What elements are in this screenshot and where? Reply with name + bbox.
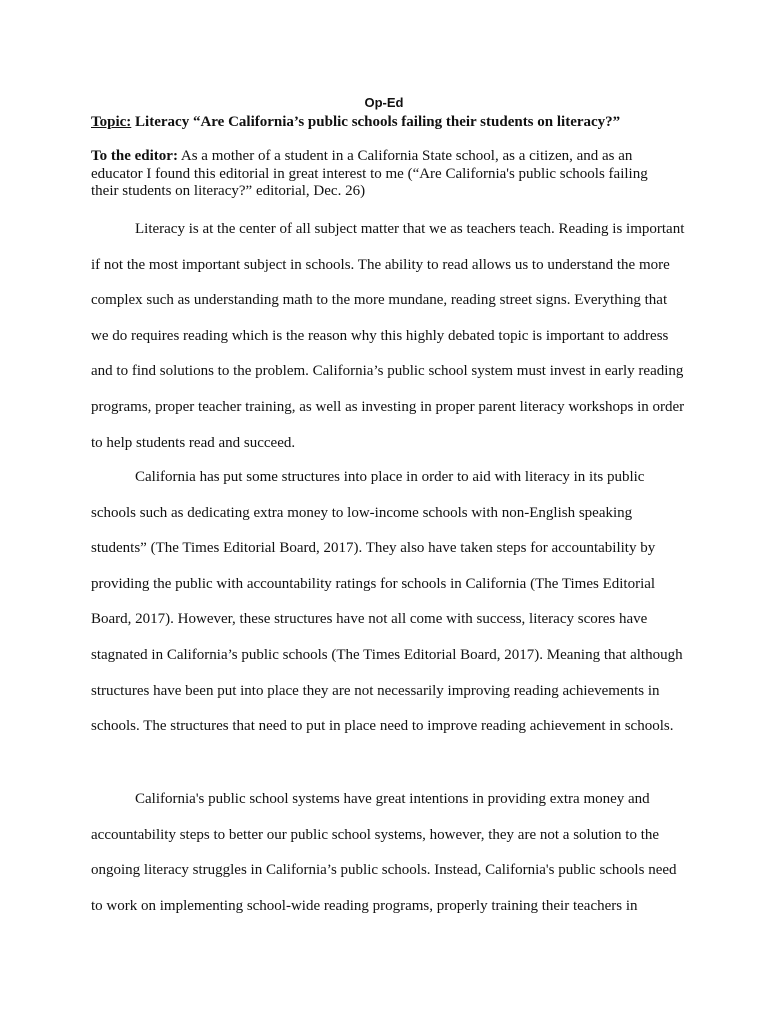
body-paragraph-2: California has put some structures into place in order to aid with literacy in its public schools such as dedicating extra money to low-income schools with non-English speaking students” (The Times Editorial Board, 2017). They also have taken steps for accountability by providing the public with accountability ratings for schools in California (The Times Editorial Board, 2017). However, these structures have not all come with success, literacy scores have stagnated in California’s public schools (The Times Editorial Board, 2017). Meaning that although structures have been put into place they are not necessarily improving reading achievements in schools. The structures that need to put in place need to improve reading achievement in schools. (91, 469, 683, 735)
topic-line (91, 113, 691, 131)
letter-intro-text: As a mother of a student in a California State school, as a citizen, and as an educator I found this editorial in great interest to me (“Are California's public schools failing their students on literacy?” editorial, Dec. 26) (91, 148, 648, 199)
document-heading: Op-Ed (364, 95, 404, 110)
body-paragraph-3: California's public school systems have great intentions in providing extra money and accountability steps to better our public school systems, however, they are not a solution to the ongoing literacy struggles in California’s public schools. Instead, California's public schools need to work on implementing school-wide reading programs, properly training their teachers in (91, 791, 677, 914)
letter-intro-lead: To the editor: (91, 148, 178, 164)
letter-intro (91, 148, 671, 201)
topic-label: Topic: (91, 114, 132, 130)
topic-text: Literacy “Are California’s public schools failing their students on literacy?” (131, 114, 621, 130)
body-paragraph-1: Literacy is at the center of all subject matter that we as teachers teach. Reading is important if not the most important subject in schools. The ability to read allows us to understand the more complex such as understanding math to the more mundane, reading street signs. Everything that we do requires reading which is the reason why this highly debated topic is important to address and to find solutions to the problem. California’s public school system must invest in early reading programs, proper teacher training, as well as investing in proper parent literacy workshops in order to help students read and succeed. (91, 221, 685, 451)
